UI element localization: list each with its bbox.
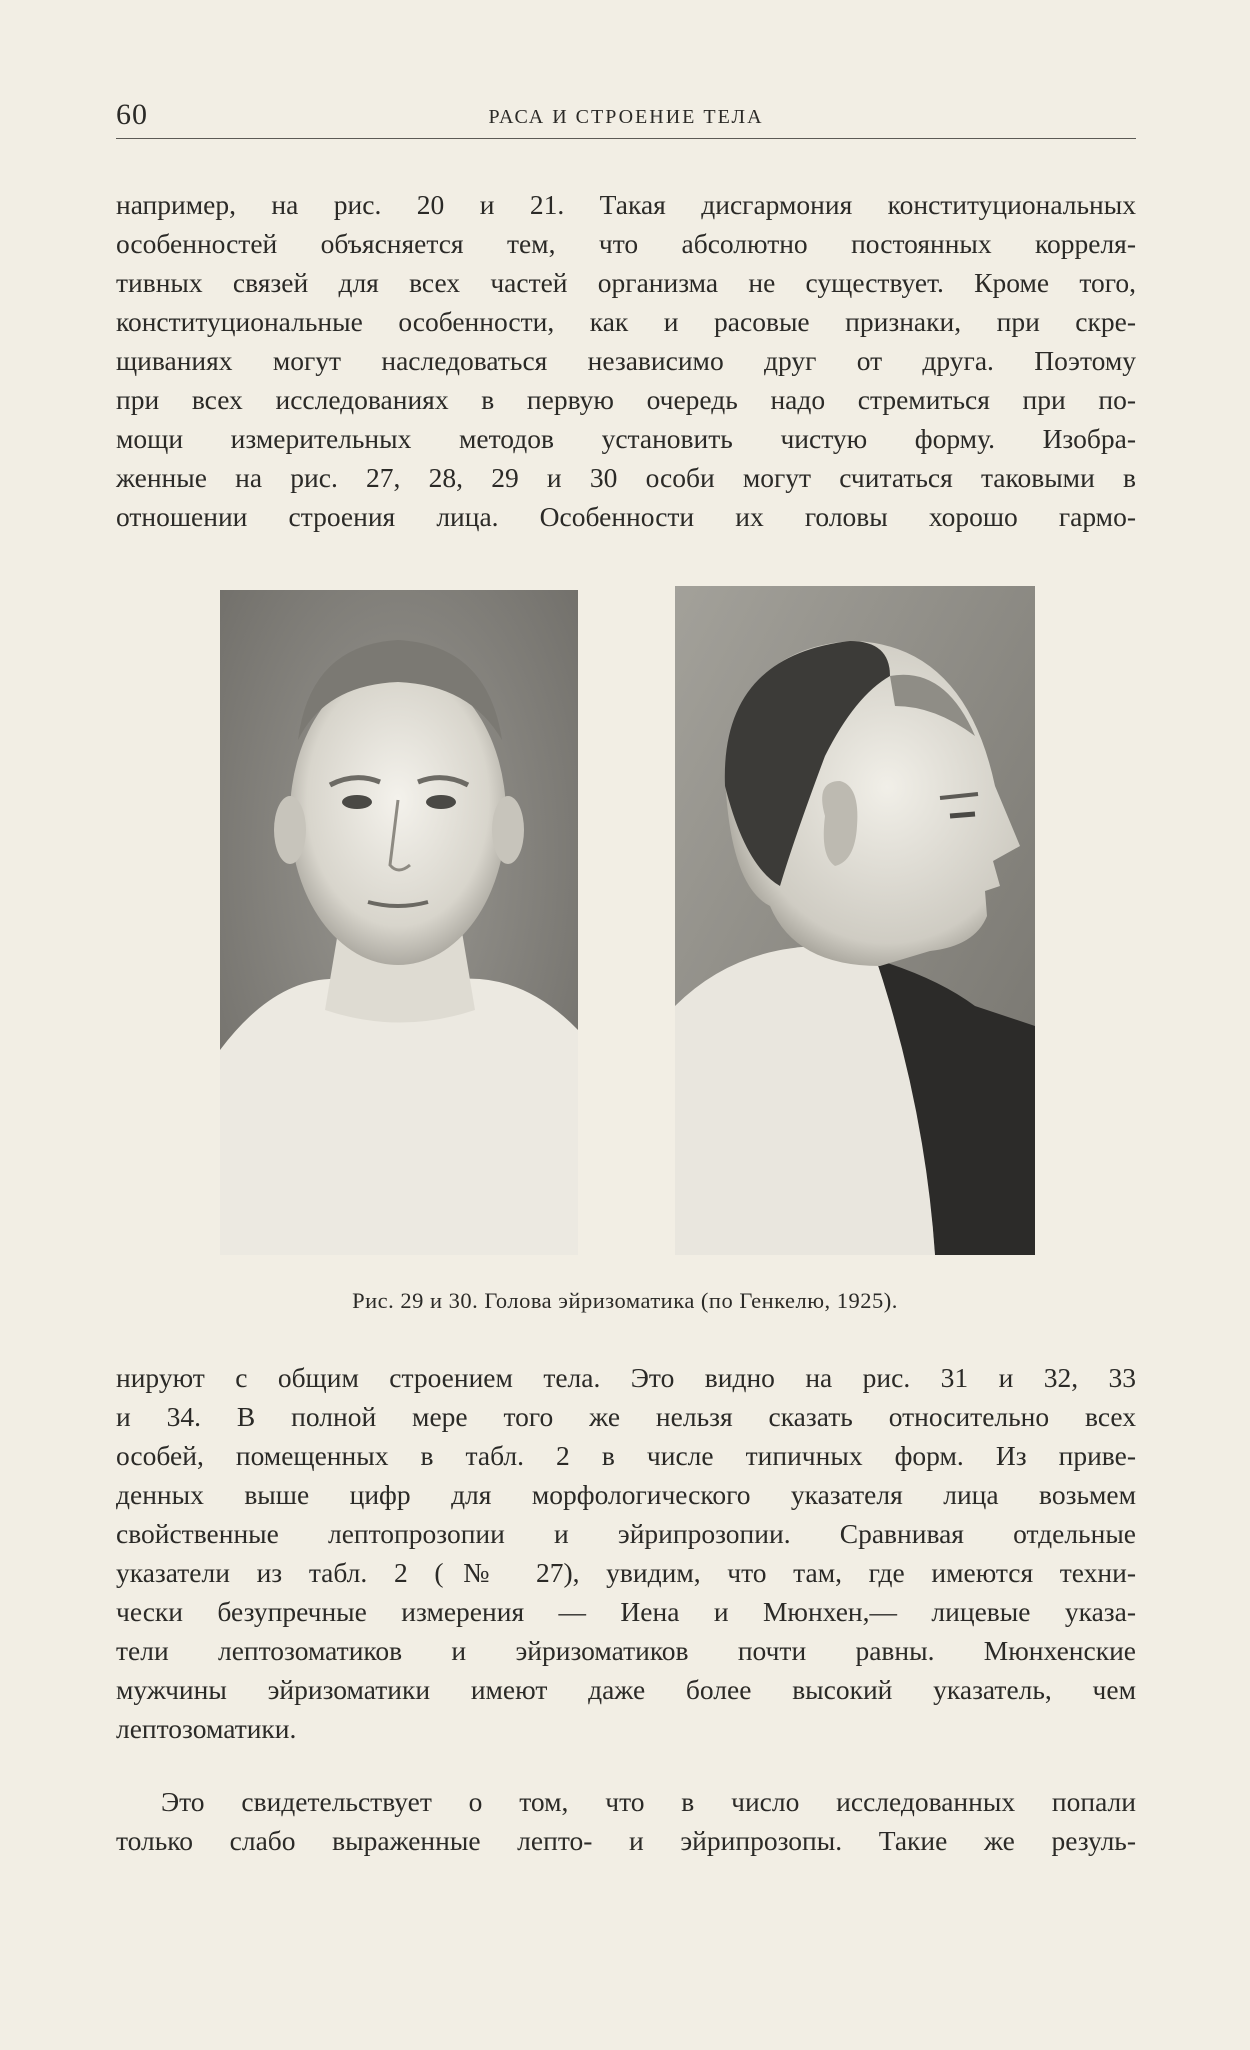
page-number: 60 <box>116 98 148 131</box>
figure-caption: Рис. 29 и 30. Голова эйризоматика (по Генкелю, 1925). <box>352 1288 898 1313</box>
text-line: нируют с общим строением тела. Это видно на рис. 31 и 32, 33 <box>116 1362 1136 1393</box>
paragraph-3 <box>116 1782 1136 1860</box>
text-line: мужчины эйризоматики имеют даже более высокий указатель, чем <box>116 1674 1136 1705</box>
paragraph-2 <box>116 1358 1136 1748</box>
page-header <box>116 98 1136 138</box>
text-line: только слабо выраженные лепто- и эйрипрозопы. Такие же резуль- <box>116 1825 1136 1856</box>
text-line: щиваниях могут наследоваться независимо друг от друга. Поэтому <box>116 345 1136 376</box>
running-title: РАСА И СТРОЕНИЕ ТЕЛА <box>488 106 764 128</box>
text-line: особей, помещенных в табл. 2 в числе типичных форм. Из приве- <box>116 1440 1136 1471</box>
text-line: особенностей объясняется тем, что абсолютно постоянных корреля- <box>116 228 1136 259</box>
photo-frontal-head <box>220 590 578 1255</box>
header-rule <box>116 138 1136 139</box>
figure-29-30 <box>220 590 1035 1260</box>
text-line: женные на рис. 27, 28, 29 и 30 особи могут считаться таковыми в <box>116 462 1136 493</box>
text-line: тивных связей для всех частей организма не существует. Кроме того, <box>116 267 1136 298</box>
text-line: чески безупречные измерения — Иена и Мюнхен,— лицевые указа- <box>116 1596 1136 1627</box>
text-line: мощи измерительных методов установить чистую форму. Изобра- <box>116 423 1136 454</box>
text-line: при всех исследованиях в первую очередь надо стремиться при по- <box>116 384 1136 415</box>
text-line: свойственные лептопрозопии и эйрипрозопии. Сравнивая отдельные <box>116 1518 1136 1549</box>
text-line: Это свидетельствует о том, что в число исследованных попали <box>161 1786 1136 1817</box>
text-line: и 34. В полной мере того же нельзя сказать относительно всех <box>116 1401 1136 1432</box>
text-line: тели лептозоматиков и эйризоматиков почти равны. Мюнхенские <box>116 1635 1136 1666</box>
text-line: например, на рис. 20 и 21. Такая дисгармония конституциональных <box>116 189 1136 220</box>
photo-profile-head <box>675 586 1035 1255</box>
text-line: денных выше цифр для морфологического указателя лица возьмем <box>116 1479 1136 1510</box>
paragraph-1 <box>116 185 1136 536</box>
text-line: отношении строения лица. Особенности их головы хорошо гармо- <box>116 501 1136 532</box>
text-line: конституциональные особенности, как и расовые признаки, при скре- <box>116 306 1136 337</box>
text-line: лептозоматики. <box>116 1713 297 1744</box>
text-line: указатели из табл. 2 (№ 27), увидим, что там, где имеются техни- <box>116 1557 1136 1588</box>
